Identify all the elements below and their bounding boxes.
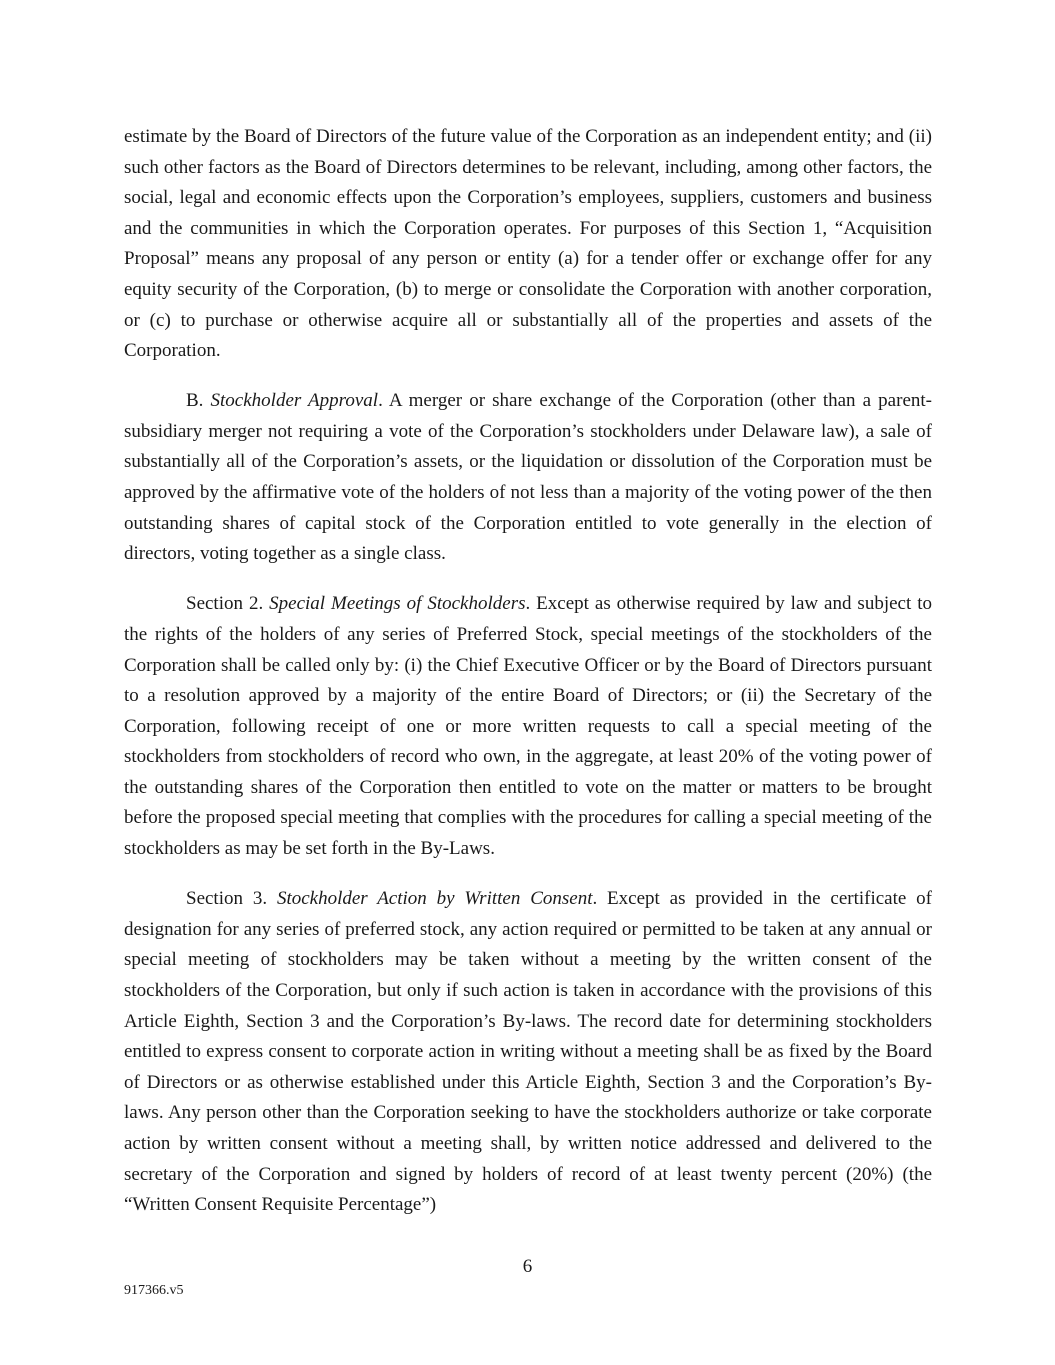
page-number: 6 (522, 1256, 533, 1277)
paragraph-lead: Section 3. (186, 888, 277, 910)
paragraph-text: . Except as otherwise required by law and subject to the rights of the holders of any series of Preferred Stock, special meetings of the stockholders of the Corporation shall be called only by: (i) the Chief Executive Officer or by the Board of Directors pursuant to a resolution approved by a majority of the entire Board of Directors; or (ii) the Secretary of the Corporation, following receipt of one or more written requests to call a special meeting of the stockholders from stockholders of record who own, in the aggregate, at least 20% of the voting power of the outstanding shares of the Corporation then entitled to vote on the matter or matters to be brought before the proposed special meeting that complies with the procedures for calling a special meeting of the stockholders as may be set forth in the By-Laws. (124, 593, 932, 860)
paragraph-section-3 (124, 884, 932, 1221)
paragraph-stockholder-approval (124, 386, 932, 570)
paragraph-heading: Stockholder Action by Written Consent (276, 888, 593, 910)
document-id: 917366.v5 (124, 1283, 184, 1298)
paragraph-section-2 (124, 589, 932, 864)
paragraph-section1-continuation (124, 122, 932, 367)
paragraph-lead: Section 2. (186, 593, 270, 615)
paragraph-text: estimate by the Board of Directors of the future value of the Corporation as an independent entity; and (ii) such other factors as the Board of Directors determines to be relevant, including, among other factors, the social, legal and economic effects upon the Corporation’s employees, suppliers, customers and business and the communities in which the Corporation operates. For purposes of this Section 1, “Acquisition Proposal” means any proposal of any person or entity (a) for a tender offer or exchange offer for any equity security of the Corporation, (b) to merge or consolidate the Corporation with another corporation, or (c) to purchase or otherwise acquire all or substantially all of the properties and assets of the Corporation. (124, 126, 932, 362)
paragraph-heading: Stockholder Approval (210, 390, 379, 412)
document-body (124, 122, 932, 1221)
paragraph-text: . A merger or share exchange of the Corporation (other than a parent-subsidiary merger not requiring a vote of the Corporation’s stockholders under Delaware law), a sale of substantially all of the Corporation’s assets, or the liquidation or dissolution of the Corporation must be approved by the affirmative vote of the holders of not less than a majority of the voting power of the then outstanding shares of capital stock of the Corporation entitled to vote generally in the election of directors, voting together as a single class. (124, 390, 932, 565)
paragraph-text: . Except as provided in the certificate of designation for any series of preferred stock, any action required or permitted to be taken at any annual or special meeting of stockholders may be taken without a meeting by the written consent of the stockholders of the Corporation, but only if such action is taken in accordance with the provisions of this Article Eighth, Section 3 and the Corporation’s By-laws. The record date for determining stockholders entitled to express consent to corporate action in writing without a meeting shall be as fixed by the Board of Directors or as otherwise established under this Article Eighth, Section 3 and the Corporation’s By-laws. Any person other than the Corporation seeking to have the stockholders authorize or take corporate action by written consent without a meeting shall, by written notice addressed and delivered to the secretary of the Corporation and signed by holders of record of at least twenty percent (20%) (the “Written Consent Requisite Percentage”) (124, 888, 932, 1216)
paragraph-lead: B. (186, 390, 211, 412)
paragraph-heading: Special Meetings of Stockholders (269, 593, 526, 615)
